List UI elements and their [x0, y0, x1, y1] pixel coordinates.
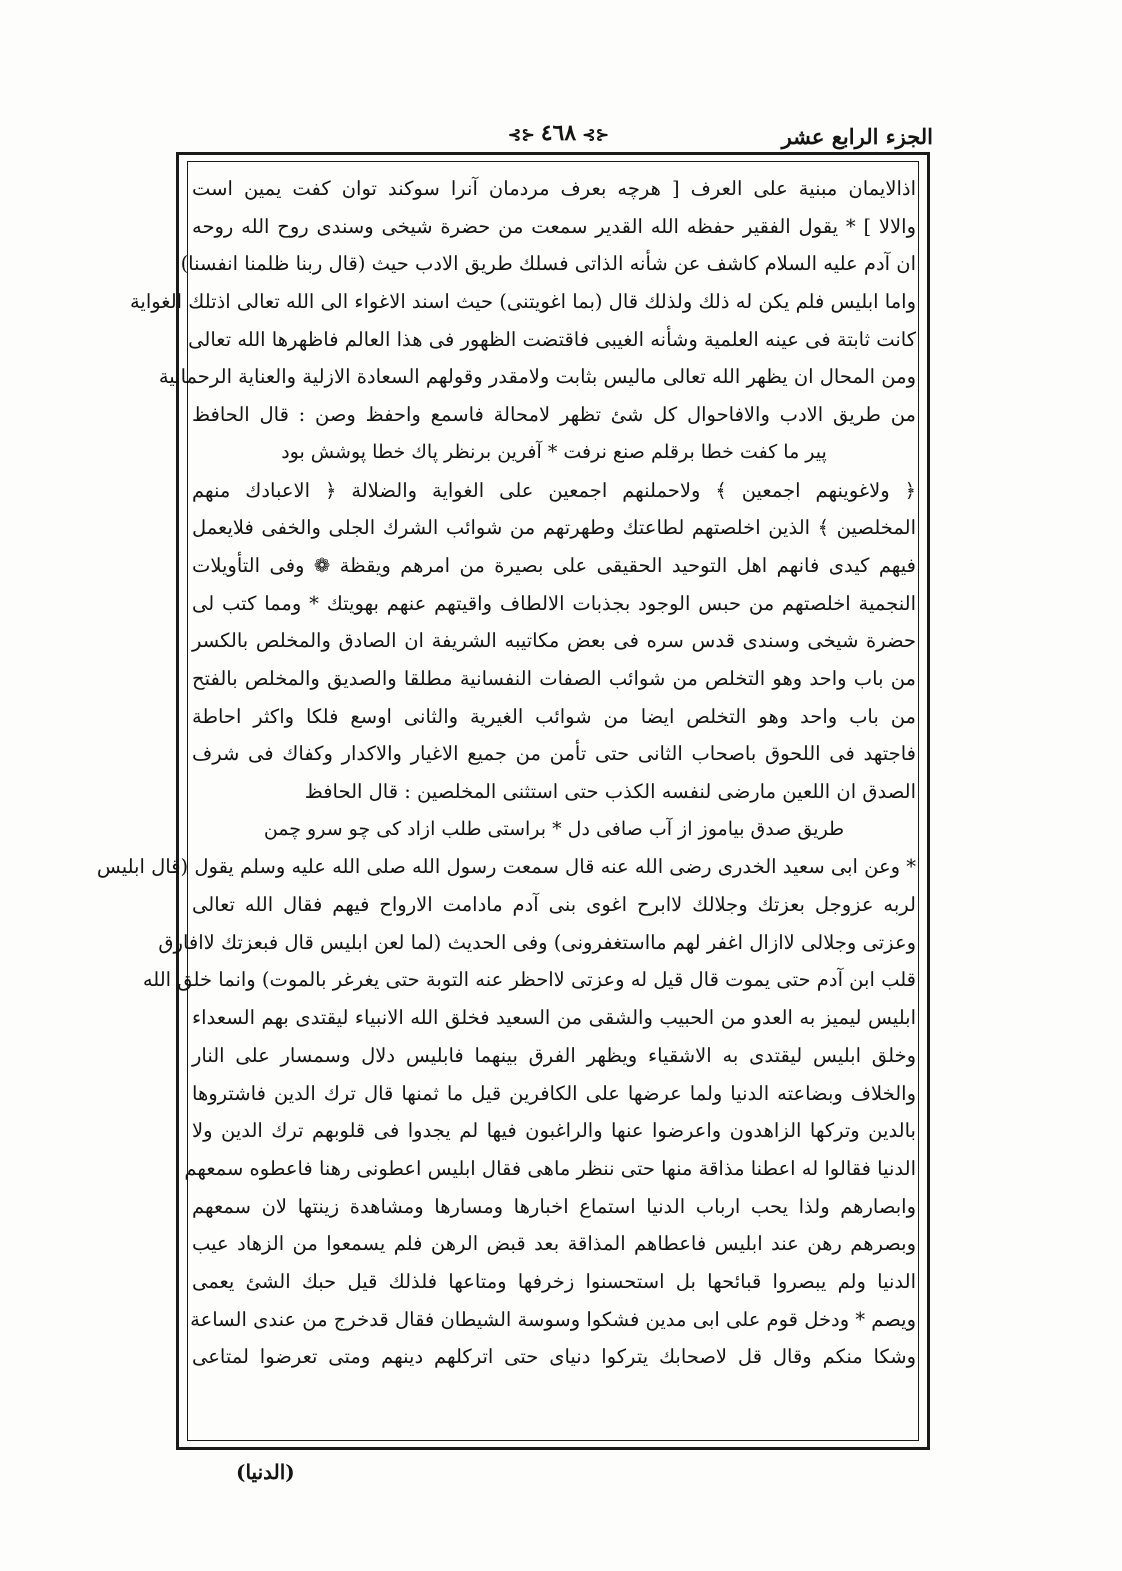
- text-line: من باب واحد وهو التخلص ايضا من شوائب الغيرية والثانى اوسع فلكا واكثر احاطة: [192, 704, 916, 728]
- ornament-icon: ⊰⊱: [582, 125, 609, 144]
- text-line: النجمية اخلصتهم من حبس الوجود بجذبات الالطاف واقيتهم عنهم بهويتك * ومما كتب لى: [192, 591, 916, 615]
- text-line: من باب واحد وهو التخلص من شوائب الصفات النفسانية مطلقا والصديق والمخلص بالفتح: [192, 666, 916, 690]
- text-line: الدنيا ولم يبصروا قبائحها بل استحسنوا زخرفها ومتاعها فلذلك قيل حبك الشئ يعمى: [192, 1269, 916, 1293]
- page-number-value: ٤٦٨: [540, 120, 577, 146]
- text-line: والالا ] * يقول الفقير حفظه الله القدير سمعت من حضرة شيخى وسندى روح الله روحه: [192, 214, 916, 238]
- text-line: فاجتهد فى اللحوق باصحاب الثانى حتى تأمن من جميع الاغيار والاكدار وكفاك فى شرف: [192, 742, 916, 766]
- text-line: ومن المحال ان يظهر الله تعالى ماليس بثابت ولامقدر وقولهم السعادة الازلية والعناية الرحمانية: [158, 365, 916, 389]
- text-line: وابصارهم ولذا يحب ارباب الدنيا استماع اخبارها ومسارها ومشاهدة زينتها لان سمعهم: [192, 1194, 916, 1218]
- body-text: [96, 170, 916, 1376]
- text-line: المخلصين ﴾ الذين اخلصتهم لطاعتك وطهرتهم من شوائب الشرك الجلى والخفى فلايعمل: [192, 516, 916, 540]
- text-line: وخلق ابليس ليقتدى به الاشقياء ويظهر الفرق بينهما فابليس دلال وسمسار على النار: [192, 1043, 916, 1067]
- text-line: قلب ابن آدم حتى يموت قال قيل له وعزتى لااحظر عنه التوبة حتى يغرغر بالموت) وانما خلق الله: [142, 968, 916, 992]
- page-number: [502, 120, 615, 146]
- ornament-icon: ⊰⊱: [507, 125, 535, 144]
- verse-line: پير ما كفت خطا برقلم صنع نرفت * آفرين برنظر پاك خطا پوشش بود: [281, 440, 827, 463]
- text-line: الصدق ان اللعين مارضى لنفسه الكذب حتى استثنى المخلصين : قال الحافظ: [304, 780, 916, 803]
- verse-line: طريق صدق بياموز از آب صافى دل * براستى طلب ازاد كى چو سرو چمن: [263, 817, 845, 840]
- volume-label: الجزء الرابع عشر: [781, 124, 933, 149]
- text-line: وبصرهم رهن عند ابليس فاعطاهم المذاقة بعد قبض الرهن فلم يسمعوا من الزهاد عيب: [192, 1232, 916, 1256]
- text-line: بالدين وتركها الزاهدون واعرضوا عنها والراغبون فيها لم يجدوا فى قلوبهم ترك الدين ولا: [192, 1119, 916, 1143]
- text-line: ان آدم عليه السلام كاشف عن شأنه الذاتى فسلك طريق الادب حيث (قال ربنا ظلمنا انفسنا): [180, 252, 916, 276]
- catchword: (الدنيا): [236, 1460, 295, 1484]
- text-line: لربه عزوجل بعزتك وجلالك لاابرح اغوى بنى آدم مادامت الارواح فيهم فقال الله تعالى: [192, 893, 916, 917]
- text-line: ﴿ ولاغوينهم اجمعين ﴾ ولاحملنهم اجمعين على الغواية والضلالة ﴿ الاعبادك منهم: [192, 478, 916, 502]
- text-line: والخلاف وبضاعته الدنيا ولما عرضها على الكافرين قيل ما ثمنها قال ترك الدين فاشتروها: [192, 1081, 916, 1105]
- text-line: ويصم * ودخل قوم على ابى مدين فشكوا وسوسة الشيطان فقال قدخرج من عندى الساعة: [190, 1307, 916, 1331]
- text-line: وشكا منكم وقال قل لاصحابك يتركوا دنياى حتى اتركلهم دينهم ومتى تعرضوا لمتاعى: [192, 1345, 916, 1369]
- text-line: من طريق الادب والافاحوال كل شئ تظهر لامحالة فاسمع واحفظ وصن : قال الحافظ: [192, 403, 916, 427]
- text-line: * وعن ابى سعيد الخدرى رضى الله عنه قال سمعت رسول الله صلى الله عليه وسلم يقول (قال ابليس: [96, 855, 916, 879]
- text-line: اذالايمان مبنية على العرف [ هرچه بعرف مردمان آنرا سوكند توان كفت يمين است: [192, 177, 916, 200]
- text-line: فيهم كيدى فانهم اهل التوحيد الحقيقى على بصيرة من امرهم ويقظة ❁ وفى التأويلات: [192, 553, 916, 577]
- text-line: واما ابليس فلم يكن له ذلك ولذلك قال (بما اغويتنى) حيث اسند الاغواء الى الله تعالى اذتلك الغواية: [129, 290, 916, 314]
- text-line: حضرة شيخى وسندى قدس سره فى بعض مكاتيبه الشريفة ان الصادق والمخلص بالكسر: [192, 629, 916, 653]
- text-line: كانت ثابتة فى عينه العلمية وشأنه الغيبى فاقتضت الظهور فى هذا العالم فاظهرها الله تعالى: [188, 327, 916, 351]
- text-line: ابليس ليميز به العدو من الحبيب والشقى من السعيد فخلق الله الانبياء ليقتدى بهم السعداء: [192, 1006, 916, 1030]
- text-line: الدنيا فقالوا له اعطنا مذاقة منها حتى ننظر ماهى فقال ابليس اعطونى رهنا فاعطوه سمعهم: [184, 1156, 916, 1180]
- text-line: وعزتى وجلالى لاازال اغفر لهم مااستغفرونى) وفى الحديث (لما لعن ابليس قال فبعزتك لاافارق: [158, 930, 916, 954]
